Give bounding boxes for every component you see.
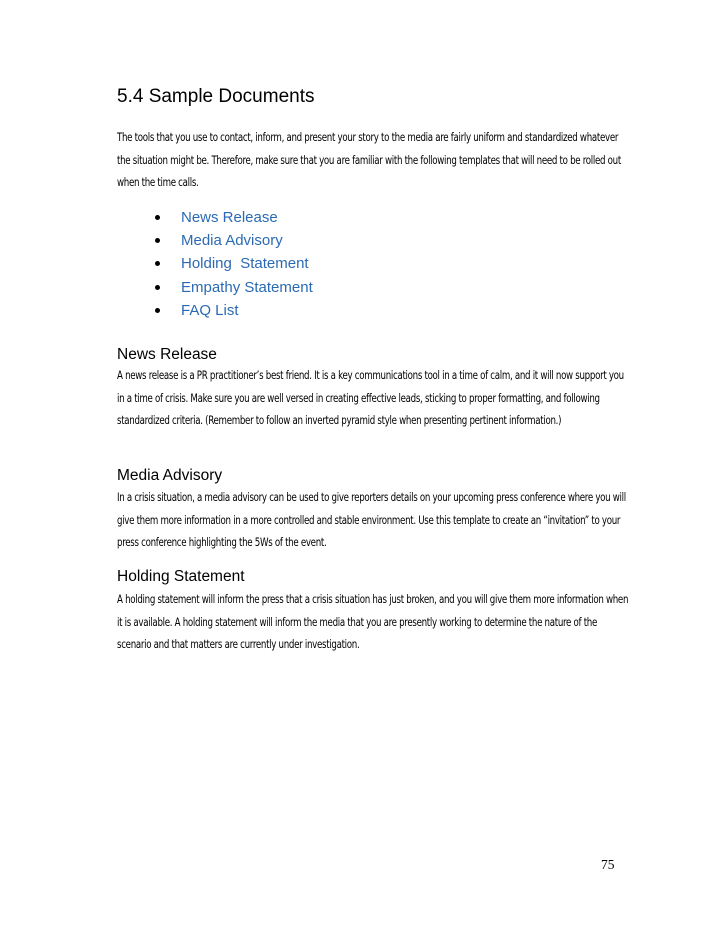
template-list	[153, 206, 313, 322]
list-item-label: News Release	[181, 209, 278, 227]
list-item	[153, 252, 313, 275]
page-title: 5.4 Sample Documents	[117, 86, 315, 107]
section-heading-news-release: News Release	[117, 346, 217, 363]
list-item	[153, 299, 313, 322]
bullet-icon	[155, 261, 160, 266]
section-heading-media-advisory: Media Advisory	[117, 467, 223, 484]
list-item-label: Holding Statement	[181, 255, 309, 273]
section-body-media-advisory: In a crisis situation, a media advisory can be used to give reporters details on your upcoming press conference where you will give them more information in a more controlled and stable environment. Use this template to create an “invitation” to your press conference highlighting the 5Ws of the event.	[117, 491, 626, 549]
bullet-icon	[155, 308, 160, 313]
list-item-label: Empathy Statement	[181, 278, 313, 296]
section-body-holding-statement: A holding statement will inform the press that a crisis situation has just broken, and you will give them more information when it is available. A holding statement will inform the media that you are presently working to determine the nature of the scenario and that matters are currently under investigation.	[117, 593, 629, 651]
list-item	[153, 276, 313, 299]
list-item-label: FAQ List	[181, 301, 239, 319]
bullet-icon	[155, 215, 160, 220]
section-heading-holding-statement: Holding Statement	[117, 568, 245, 585]
bullet-icon	[155, 238, 160, 243]
list-item	[153, 206, 313, 229]
list-item-label: Media Advisory	[181, 232, 283, 250]
list-item	[153, 229, 313, 252]
bullet-icon	[155, 285, 160, 290]
page-number: 75	[601, 857, 615, 872]
intro-paragraph: The tools that you use to contact, inform, and present your story to the media are fairly uniform and standardized whatever the situation might be. Therefore, make sure that you are familiar with the following templates that will need to be rolled out when the time calls.	[117, 131, 621, 189]
section-body-news-release: A news release is a PR practitioner’s best friend. It is a key communications tool in a time of calm, and it will now support you in a time of crisis. Make sure you are well versed in creating effective leads, sticking to proper formatting, and following standardized criteria. (Remember to follow an inverted pyramid style when presenting pertinent information.)	[117, 369, 624, 427]
